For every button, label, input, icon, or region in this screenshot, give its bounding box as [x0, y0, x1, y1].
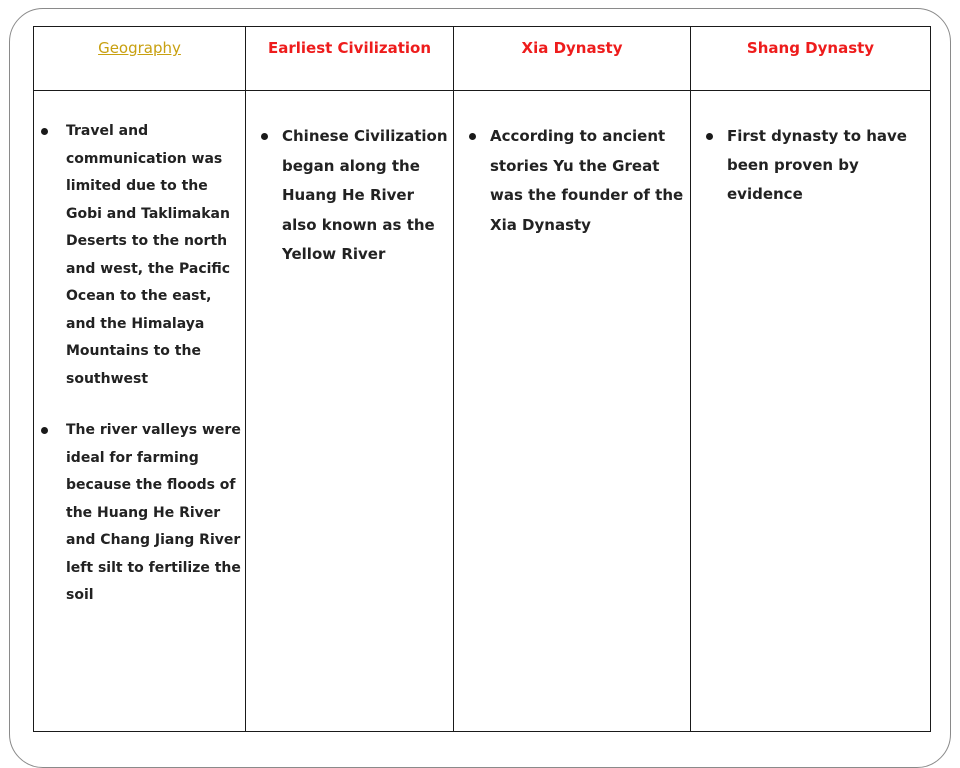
bullet-dot-icon [261, 133, 268, 140]
bullet-dot-icon [41, 128, 48, 135]
shang-bullet-1 [691, 122, 930, 209]
xia-dynasty-header: Xia Dynasty [454, 27, 691, 91]
geography-bullet-list [34, 91, 245, 610]
comparison-table-container [33, 26, 930, 726]
geography-bullet-1-text: Travel and communication was limited due to the Gobi and Taklimakan Deserts to the north and west, the Pacific Ocean to the east, and the Himalaya Mountains to the southwest [66, 123, 231, 387]
bullet-dot-icon [41, 427, 48, 434]
content-row [34, 91, 931, 732]
geography-bullet-1 [34, 118, 245, 393]
geography-bullet-2 [34, 417, 245, 610]
geography-bullet-2-text: The river valleys were ideal for farming because the floods of the Huang He River and Chang Jiang River left silt to fertilize the soil [66, 422, 241, 603]
shang-dynasty-header: Shang Dynasty [691, 27, 931, 91]
bullet-dot-icon [706, 133, 713, 140]
earliest-bullet-1 [246, 122, 453, 270]
xia-bullet-list [454, 91, 690, 240]
bullet-dot-icon [469, 133, 476, 140]
comparison-table [33, 26, 931, 732]
earliest-civilization-cell [246, 91, 454, 732]
geography-header-link[interactable]: Geography [34, 27, 246, 91]
geography-cell [34, 91, 246, 732]
earliest-bullet-1-text: Chinese Civilization began along the Huang He River also known as the Yellow River [282, 127, 448, 263]
earliest-bullet-list [246, 91, 453, 270]
shang-dynasty-cell [691, 91, 931, 732]
shang-bullet-list [691, 91, 930, 209]
xia-bullet-1-text: According to ancient stories Yu the Great was the founder of the Xia Dynasty [490, 127, 684, 234]
xia-dynasty-cell [454, 91, 691, 732]
header-row [34, 27, 931, 91]
xia-bullet-1 [454, 122, 690, 240]
earliest-civilization-header: Earliest Civilization [246, 27, 454, 91]
shang-bullet-1-text: First dynasty to have been proven by evidence [727, 127, 907, 203]
